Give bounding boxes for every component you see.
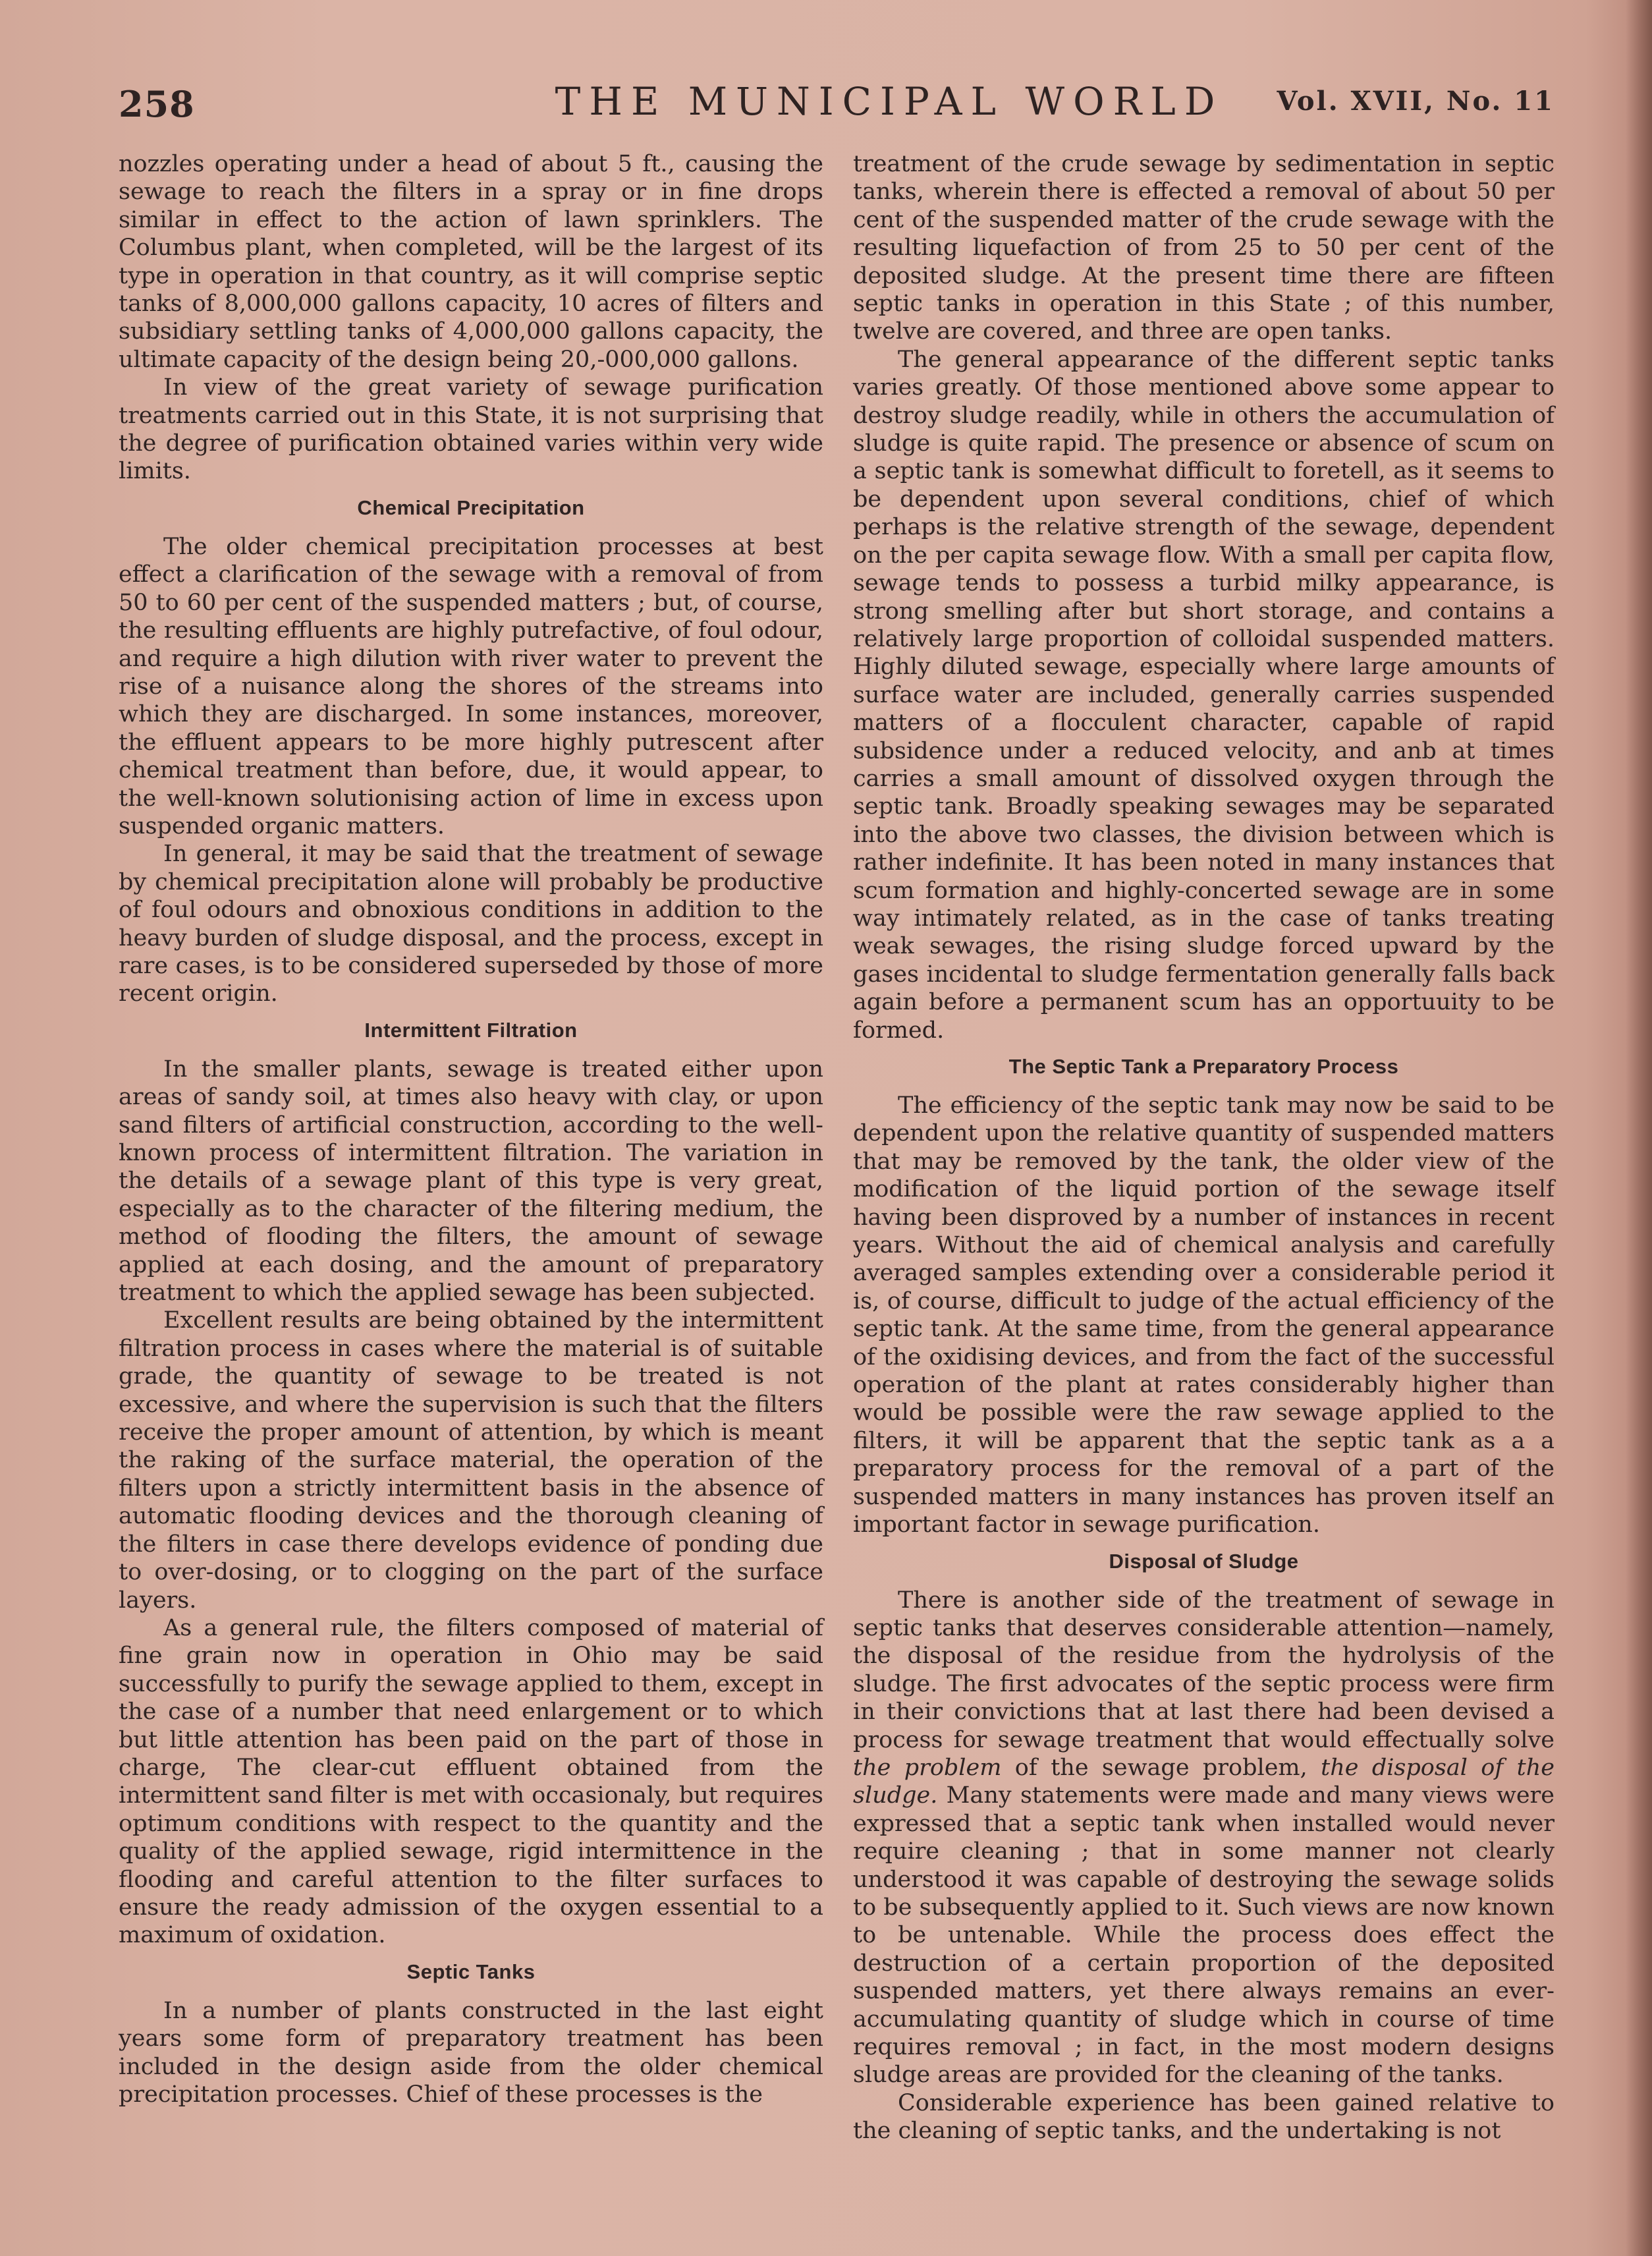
italic-text: the disposal of the sludge. <box>853 1754 1555 1809</box>
italic-text: the problem <box>853 1754 1002 1781</box>
paragraph: The efficiency of the septic tank may now be said to be dependent upon the relative quantity of suspended matters that may be removed by the tank, the older view of the modification of the liquid portion of the sewage itself having been disproved by a number of instances in recent years. Without the aid of chemical analysis and carefully averaged samples extending over a considerable period it is, of course, difficult to judge of the actual efficiency of the septic tank. At the same time, from the general appearance of the oxidising devices, and from the fact of the successful operation of the plant at rates considerably higher than would be possible were the raw sewage applied to the filters, it will be apparent that the septic tank as a a preparatory process for the removal of a part of the suspended matters in many instances has proven itself an important factor in sewage purification. <box>853 1092 1555 1538</box>
running-title: THE MUNICIPAL WORLD <box>555 79 1224 124</box>
paragraph: The general appearance of the different septic tanks varies greatly. Of those mentioned above some appear to destroy sludge readily, while in others the accumulation of sludge is quite rapid. The presence or absence of scum on a septic tank is somewhat difficult to foretell, as it seems to be dependent upon several conditions, chief of which perhaps is the relative strength of the sewage, dependent on the per capita sewage flow. With a small per capita flow, sewage tends to possess a turbid milky appearance, is strong smelling after but short storage, and contains a relatively large proportion of colloidal suspended matters. Highly diluted sewage, especially where large amounts of surface water are included, generally carries suspended matters of a flocculent character, capable of rapid subsidence under a reduced velocity, and anb at times carries a small amount of dissolved oxygen through the septic tank. Broadly speaking sewages may be separated into the above two classes, the division between which is rather indefinite. It has been noted in many instances that scum formation and highly-concerted sewage are in some way intimately related, as in the case of tanks treating weak sewages, the rising sludge forced upward by the gases incidental to sludge fermentation generally falls back again before a permanent scum has an opportuuity to be formed. <box>853 346 1555 1044</box>
paragraph-text: Many statements were made and many views were expressed that a septic tank when installed would never require cleaning ; that in some manner not clearly understood it was capable of destroying the sewage solids to be subsequently applied to it. Such views are now known to be untenable. While the process does effect the destruction of a certain proportion of the deposited suspended matters, yet there always remains an ever-accumulating quantity of sludge which in course of time requires removal ; in fact, in the most modern designs sludge areas are provided for the cleaning of the tanks. <box>853 1782 1555 2089</box>
page-header <box>119 79 1568 132</box>
left-column <box>119 150 823 2108</box>
volume-number: Vol. XVII, No. 11 <box>1277 86 1555 117</box>
page-edge-shadow <box>1626 0 1652 2256</box>
section-heading-septic-tank-preparatory-process: The Septic Tank a Preparatory Process <box>1008 1055 1399 1078</box>
paragraph: In general, it may be said that the treatment of sewage by chemical precipitation alone will probably be productive of foul odours and obnoxious conditions in addition to the heavy burden of sludge disposal, and the process, except in rare cases, is to be considered superseded by those of more recent origin. <box>119 841 823 1007</box>
right-column <box>853 150 1555 2145</box>
paragraph-text: There is another side of the treatment of sewage in septic tanks that deserves considerable attention—namely, the disposal of the residue from the hydrolysis of the sludge. The first advocates of the septic process were firm in their convictions that at last there had been devised a process for sewage treatment that would effectually solve <box>853 1587 1555 1753</box>
paragraph: Excellent results are being obtained by the intermittent filtration process in cases where the material is of suitable grade, the quantity of sewage to be treated is not excessive, and where the supervision is such that the filters receive the proper amount of attention, by which is meant the raking of the surface material, the operation of the filters upon a strictly intermittent basis in the absence of automatic flooding devices and the thorough cleaning of the filters in case there develops evidence of ponding due to over-dosing, or to clogging on the part of the surface layers. <box>119 1307 823 1614</box>
section-heading-disposal-of-sludge: Disposal of Sludge <box>1109 1549 1299 1573</box>
paragraph: In view of the great variety of sewage purification treatments carried out in this State, it is not surprising that the degree of purification obtained varies within very wide limits. <box>119 374 823 485</box>
section-heading-chemical-precipitation: Chemical Precipitation <box>357 495 585 519</box>
paragraph: Considerable experience has been gained relative to the cleaning of septic tanks, and the undertaking is not <box>853 2089 1555 2145</box>
paragraph <box>853 1587 1555 2089</box>
paragraph: As a general rule, the filters composed of material of fine grain now in operation in Ohio may be said successfully to purify the sewage applied to them, except in the case of a number that need enlargement or to which but little attention has been paid on the part of those in charge, The clear-cut effluent obtained from the intermittent sand filter is met with occasionaly, but requires optimum conditions with respect to the quantity and the quality of the applied sewage, rigid intermittence in the flooding and careful attention to the filter surfaces to ensure the ready admission of the oxygen essential to a maximum of oxidation. <box>119 1614 823 1949</box>
paragraph: In a number of plants constructed in the last eight years some form of preparatory treatment has been included in the design aside from the older chemical precipitation processes. Chief of these processes is the <box>119 1997 823 2108</box>
page-number: 258 <box>119 83 195 125</box>
paragraph: In the smaller plants, sewage is treated either upon areas of sandy soil, at times also heavy with clay, or upon sand filters of artificial construction, according to the well-known process of intermittent filtration. The variation in the details of a sewage plant of this type is very great, especially as to the character of the filtering medium, the method of flooding the filters, the amount of sewage applied at each dosing, and the amount of preparatory treatment to which the applied sewage has been subjected. <box>119 1056 823 1307</box>
section-heading-intermittent-filtration: Intermittent Filtration <box>364 1018 578 1042</box>
paragraph: The older chemical precipitation processes at best effect a clarification of the sewage with a removal of from 50 to 60 per cent of the suspended matters ; but, of course, the resulting effluents are highly putrefactive, of foul odour, and require a high dilution with river water to prevent the rise of a nuisance along the shores of the streams into which they are discharged. In some instances, moreover, the effluent appears to be more highly putrescent after chemical treatment than before, due, it would appear, to the well-known solutionising action of lime in excess upon suspended organic matters. <box>119 533 823 839</box>
section-heading-septic-tanks: Septic Tanks <box>406 1960 536 1983</box>
paragraph-text: of the sewage problem, <box>1001 1754 1321 1781</box>
paragraph: treatment of the crude sewage by sedimentation in septic tanks, wherein there is effected a removal of about 50 per cent of the suspended matter of the crude sewage with the resulting liquefaction of from 25 to 50 per cent of the deposited sludge. At the present time there are fifteen septic tanks in operation in this State ; of this number, twelve are covered, and three are open tanks. <box>853 151 1555 345</box>
paragraph: nozzles operating under a head of about 5 ft., causing the sewage to reach the filters in a spray or in fine drops similar in effect to the action of lawn sprinklers. The Columbus plant, when completed, will be the largest of its type in operation in that country, as it will comprise septic tanks of 8,000,000 gallons capacity, 10 acres of filters and subsidiary settling tanks of 4,000,000 gallons capacity, the ultimate capacity of the design being 20,-000,000 gallons. <box>119 151 823 373</box>
